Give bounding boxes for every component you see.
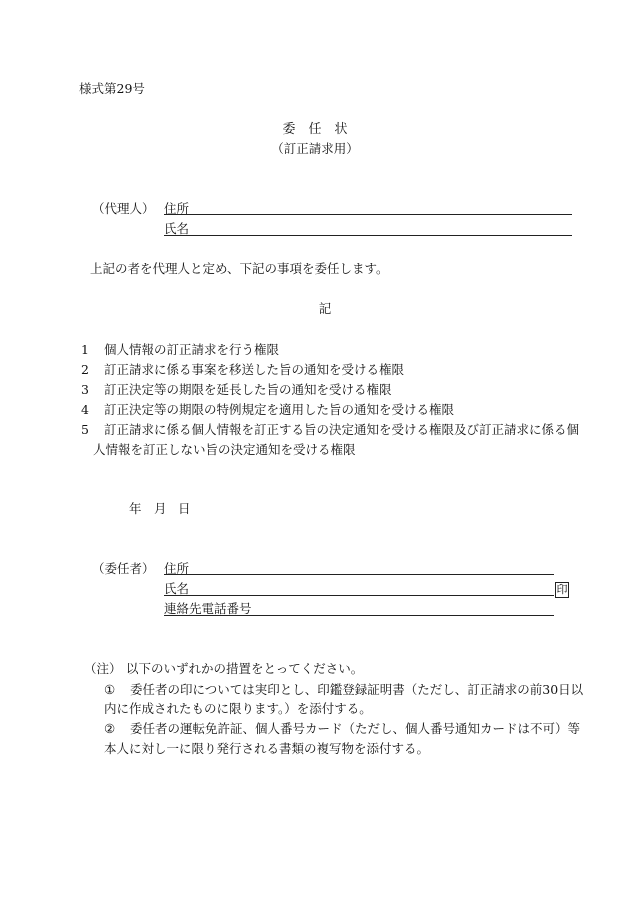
page-title: 委 任 状	[282, 122, 348, 137]
agent-name-field[interactable]	[164, 235, 572, 236]
agent-address-field[interactable]	[164, 214, 572, 215]
list-item-number: 2	[81, 362, 89, 377]
principal-name-field[interactable]	[164, 595, 554, 596]
date-day: 日	[178, 501, 191, 516]
page-subtitle: （訂正請求用）	[271, 141, 359, 156]
principal-name-label: 氏名	[164, 581, 190, 596]
agent-address-label: 住所	[164, 201, 190, 216]
note-text: 委任者の印については実印とし、印鑑登録証明書（ただし、訂正請求の前30日以	[130, 682, 584, 697]
delegation-statement: 上記の者を代理人と定め、下記の事項を委任します。	[90, 261, 389, 276]
date-month: 月	[154, 501, 167, 516]
list-item: 訂正決定等の期限を延長した旨の通知を受ける権限	[104, 382, 392, 397]
list-item-number: 4	[81, 402, 89, 417]
note-text: 委任者の運転免許証、個人番号カード（ただし、個人番号通知カードは不可）等	[130, 721, 581, 736]
principal-address-label: 住所	[164, 561, 190, 576]
note-mark: ②	[104, 721, 116, 736]
notes-intro: 以下のいずれかの措置をとってください。	[126, 661, 364, 676]
principal-phone-field[interactable]	[164, 615, 554, 616]
notes-label: （注）	[84, 661, 122, 676]
note-text-continuation: 内に作成されたものに限ります。）を添付する。	[104, 701, 372, 716]
date-year: 年	[129, 501, 142, 516]
seal-box: 印	[556, 583, 568, 596]
list-item: 個人情報の訂正請求を行う権限	[104, 342, 280, 357]
ki-heading: 記	[318, 301, 332, 316]
agent-label: （代理人）	[92, 201, 155, 216]
form-number: 様式第29号	[79, 81, 145, 96]
principal-label: （委任者）	[92, 561, 155, 576]
note-mark: ①	[104, 682, 116, 697]
list-item-continuation: 人情報を訂正しない旨の決定通知を受ける権限	[93, 442, 356, 457]
list-item-number: 3	[81, 382, 89, 397]
list-item-number: 5	[81, 422, 89, 437]
list-item-number: 1	[81, 342, 89, 357]
note-text-continuation: 本人に対し一に限り発行される書類の複写物を添付する。	[104, 741, 430, 756]
list-item: 訂正決定等の期限の特例規定を適用した旨の通知を受ける権限	[104, 402, 455, 417]
principal-address-field[interactable]	[164, 574, 554, 575]
list-item: 訂正請求に係る事案を移送した旨の通知を受ける権限	[104, 362, 405, 377]
agent-name-label: 氏名	[164, 221, 190, 236]
principal-phone-label: 連絡先電話番号	[164, 601, 252, 616]
list-item: 訂正請求に係る個人情報を訂正する旨の決定通知を受ける権限及び訂正請求に係る個	[104, 422, 580, 437]
